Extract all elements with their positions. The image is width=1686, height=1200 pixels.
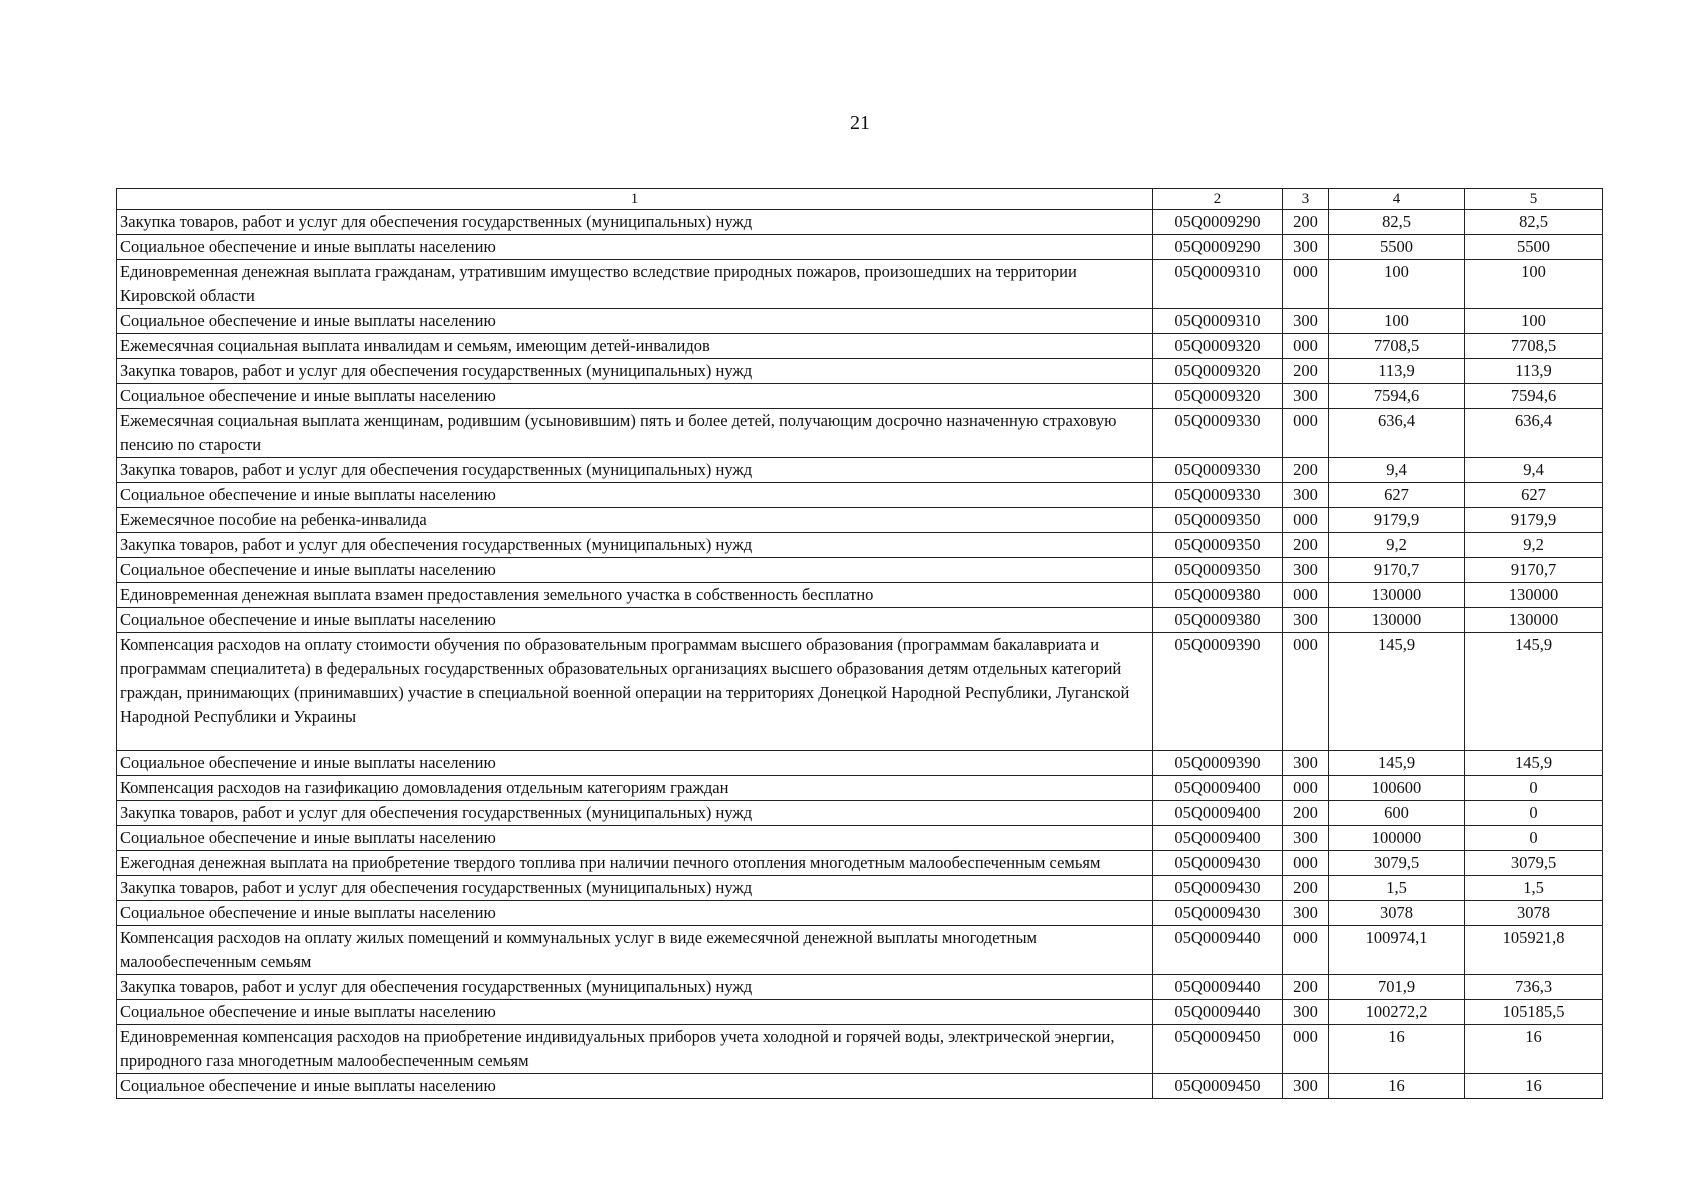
row-expense-type-cell: 000 [1283,334,1329,359]
row-expense-type-cell: 000 [1283,776,1329,801]
budget-table [116,188,1603,1099]
row-amount-col5-cell: 113,9 [1465,359,1603,384]
row-code-cell: 05Q0009390 [1153,751,1283,776]
row-amount-col5-cell: 636,4 [1465,409,1603,458]
row-expense-type-cell: 300 [1283,608,1329,633]
row-expense-type-cell: 000 [1283,851,1329,876]
row-expense-type-cell: 300 [1283,1000,1329,1025]
row-code-cell: 05Q0009320 [1153,359,1283,384]
row-code-cell: 05Q0009450 [1153,1025,1283,1074]
row-name-cell: Ежегодная денежная выплата на приобретение твердого топлива при наличии печного отопления многодетным малообеспеченным семьям [117,851,1153,876]
row-expense-type-cell: 000 [1283,1025,1329,1074]
row-amount-col5-cell: 0 [1465,776,1603,801]
table-row [117,210,1603,235]
row-code-cell: 05Q0009350 [1153,558,1283,583]
row-code-cell: 05Q0009320 [1153,384,1283,409]
row-amount-col5-cell: 7708,5 [1465,334,1603,359]
row-amount-col4-cell: 701,9 [1329,975,1465,1000]
table-row [117,926,1603,975]
row-code-cell: 05Q0009440 [1153,1000,1283,1025]
table-row [117,533,1603,558]
row-name-cell: Единовременная денежная выплата взамен предоставления земельного участка в собственность бесплатно [117,583,1153,608]
row-name-cell: Ежемесячная социальная выплата инвалидам и семьям, имеющим детей-инвалидов [117,334,1153,359]
row-amount-col5-cell: 100 [1465,260,1603,309]
row-code-cell: 05Q0009290 [1153,210,1283,235]
header-col-1: 1 [117,189,1153,210]
row-name-cell: Закупка товаров, работ и услуг для обеспечения государственных (муниципальных) нужд [117,975,1153,1000]
row-amount-col4-cell: 113,9 [1329,359,1465,384]
row-expense-type-cell: 200 [1283,458,1329,483]
row-amount-col5-cell: 105185,5 [1465,1000,1603,1025]
table-row [117,508,1603,533]
row-expense-type-cell: 300 [1283,309,1329,334]
row-expense-type-cell: 300 [1283,901,1329,926]
row-expense-type-cell: 300 [1283,558,1329,583]
row-amount-col5-cell: 7594,6 [1465,384,1603,409]
row-amount-col4-cell: 16 [1329,1074,1465,1099]
row-amount-col4-cell: 100974,1 [1329,926,1465,975]
row-code-cell: 05Q0009290 [1153,235,1283,260]
row-name-cell: Закупка товаров, работ и услуг для обеспечения государственных (муниципальных) нужд [117,533,1153,558]
table-row [117,801,1603,826]
row-code-cell: 05Q0009350 [1153,533,1283,558]
header-col-3: 3 [1283,189,1329,210]
row-amount-col5-cell: 145,9 [1465,633,1603,751]
row-amount-col4-cell: 9179,9 [1329,508,1465,533]
row-code-cell: 05Q0009310 [1153,309,1283,334]
row-code-cell: 05Q0009400 [1153,826,1283,851]
row-amount-col4-cell: 16 [1329,1025,1465,1074]
row-amount-col4-cell: 9,2 [1329,533,1465,558]
row-amount-col4-cell: 7594,6 [1329,384,1465,409]
row-amount-col4-cell: 5500 [1329,235,1465,260]
row-amount-col5-cell: 3079,5 [1465,851,1603,876]
row-name-cell: Социальное обеспечение и иные выплаты населению [117,483,1153,508]
row-name-cell: Социальное обеспечение и иные выплаты населению [117,608,1153,633]
row-amount-col4-cell: 1,5 [1329,876,1465,901]
row-amount-col4-cell: 3078 [1329,901,1465,926]
row-amount-col4-cell: 636,4 [1329,409,1465,458]
row-amount-col5-cell: 736,3 [1465,975,1603,1000]
row-expense-type-cell: 000 [1283,633,1329,751]
row-expense-type-cell: 300 [1283,384,1329,409]
row-name-cell: Социальное обеспечение и иные выплаты населению [117,901,1153,926]
row-amount-col4-cell: 600 [1329,801,1465,826]
row-name-cell: Социальное обеспечение и иные выплаты населению [117,751,1153,776]
row-amount-col4-cell: 100600 [1329,776,1465,801]
row-amount-col4-cell: 3079,5 [1329,851,1465,876]
table-row [117,633,1603,751]
column-number-header-row [117,189,1603,210]
row-name-cell: Компенсация расходов на оплату жилых помещений и коммунальных услуг в виде ежемесячной денежной выплаты многодетным малообеспеченным семьям [117,926,1153,975]
row-expense-type-cell: 000 [1283,260,1329,309]
row-code-cell: 05Q0009350 [1153,508,1283,533]
table-row [117,608,1603,633]
row-code-cell: 05Q0009320 [1153,334,1283,359]
row-amount-col5-cell: 627 [1465,483,1603,508]
row-amount-col5-cell: 82,5 [1465,210,1603,235]
row-amount-col4-cell: 130000 [1329,608,1465,633]
row-name-cell: Компенсация расходов на оплату стоимости обучения по образовательным программам высшего образования (программам бакалавриата и программам специалитета) в федеральных государственных образовательных организациях высшего образования детям отдельных категорий граждан, принимающих (принимавших) участие в специальной военной операции на территориях Донецкой Народной Республики, Луганской Народной Республики и Украины [117,633,1153,751]
table-row [117,483,1603,508]
row-name-cell: Социальное обеспечение и иные выплаты населению [117,826,1153,851]
row-expense-type-cell: 200 [1283,533,1329,558]
row-amount-col4-cell: 82,5 [1329,210,1465,235]
row-code-cell: 05Q0009310 [1153,260,1283,309]
row-code-cell: 05Q0009330 [1153,409,1283,458]
row-name-cell: Социальное обеспечение и иные выплаты населению [117,235,1153,260]
row-name-cell: Ежемесячное пособие на ребенка-инвалида [117,508,1153,533]
row-amount-col5-cell: 9179,9 [1465,508,1603,533]
row-expense-type-cell: 300 [1283,235,1329,260]
row-name-cell: Социальное обеспечение и иные выплаты населению [117,1000,1153,1025]
table-row [117,235,1603,260]
table-row [117,384,1603,409]
row-expense-type-cell: 200 [1283,210,1329,235]
row-amount-col4-cell: 145,9 [1329,633,1465,751]
row-name-cell: Социальное обеспечение и иные выплаты населению [117,309,1153,334]
row-amount-col4-cell: 100 [1329,260,1465,309]
row-name-cell: Ежемесячная социальная выплата женщинам, родившим (усыновившим) пять и более детей, получающим досрочно назначенную страховую пенсию по старости [117,409,1153,458]
row-expense-type-cell: 000 [1283,583,1329,608]
row-amount-col4-cell: 100000 [1329,826,1465,851]
row-name-cell: Закупка товаров, работ и услуг для обеспечения государственных (муниципальных) нужд [117,210,1153,235]
table-row [117,583,1603,608]
row-name-cell: Социальное обеспечение и иные выплаты населению [117,1074,1153,1099]
row-amount-col4-cell: 7708,5 [1329,334,1465,359]
row-name-cell: Социальное обеспечение и иные выплаты населению [117,558,1153,583]
row-name-cell: Закупка товаров, работ и услуг для обеспечения государственных (муниципальных) нужд [117,359,1153,384]
row-expense-type-cell: 000 [1283,926,1329,975]
row-code-cell: 05Q0009430 [1153,901,1283,926]
row-name-cell: Закупка товаров, работ и услуг для обеспечения государственных (муниципальных) нужд [117,801,1153,826]
table-row [117,751,1603,776]
row-amount-col4-cell: 100 [1329,309,1465,334]
row-name-cell: Единовременная компенсация расходов на приобретение индивидуальных приборов учета холодной и горячей воды, электрической энергии, природного газа многодетным малообеспеченным семьям [117,1025,1153,1074]
table-row [117,826,1603,851]
row-amount-col5-cell: 0 [1465,826,1603,851]
row-amount-col5-cell: 9170,7 [1465,558,1603,583]
table-row [117,309,1603,334]
row-expense-type-cell: 300 [1283,483,1329,508]
table-row [117,260,1603,309]
row-name-cell: Компенсация расходов на газификацию домовладения отдельным категориям граждан [117,776,1153,801]
row-expense-type-cell: 200 [1283,359,1329,384]
row-amount-col5-cell: 9,2 [1465,533,1603,558]
table-row [117,851,1603,876]
table-row [117,776,1603,801]
row-expense-type-cell: 200 [1283,876,1329,901]
row-amount-col5-cell: 16 [1465,1025,1603,1074]
row-code-cell: 05Q0009390 [1153,633,1283,751]
row-amount-col5-cell: 105921,8 [1465,926,1603,975]
row-code-cell: 05Q0009440 [1153,926,1283,975]
row-amount-col5-cell: 130000 [1465,583,1603,608]
row-amount-col5-cell: 130000 [1465,608,1603,633]
header-col-4: 4 [1329,189,1465,210]
table-row [117,409,1603,458]
row-code-cell: 05Q0009430 [1153,851,1283,876]
row-amount-col5-cell: 9,4 [1465,458,1603,483]
row-amount-col4-cell: 145,9 [1329,751,1465,776]
table-row [117,334,1603,359]
row-amount-col5-cell: 1,5 [1465,876,1603,901]
row-name-cell: Социальное обеспечение и иные выплаты населению [117,384,1153,409]
row-code-cell: 05Q0009380 [1153,583,1283,608]
table-row [117,975,1603,1000]
header-col-5: 5 [1465,189,1603,210]
row-amount-col4-cell: 100272,2 [1329,1000,1465,1025]
table-row [117,458,1603,483]
row-expense-type-cell: 000 [1283,409,1329,458]
row-amount-col5-cell: 3078 [1465,901,1603,926]
table-row [117,876,1603,901]
table-row [117,1025,1603,1074]
row-code-cell: 05Q0009330 [1153,483,1283,508]
row-amount-col4-cell: 130000 [1329,583,1465,608]
page-number: 21 [850,112,870,134]
row-expense-type-cell: 300 [1283,1074,1329,1099]
row-amount-col5-cell: 145,9 [1465,751,1603,776]
row-expense-type-cell: 300 [1283,751,1329,776]
row-expense-type-cell: 200 [1283,801,1329,826]
table-row [117,1074,1603,1099]
header-col-2: 2 [1153,189,1283,210]
row-amount-col5-cell: 0 [1465,801,1603,826]
row-amount-col4-cell: 9,4 [1329,458,1465,483]
row-expense-type-cell: 300 [1283,826,1329,851]
row-amount-col4-cell: 627 [1329,483,1465,508]
row-code-cell: 05Q0009440 [1153,975,1283,1000]
row-code-cell: 05Q0009450 [1153,1074,1283,1099]
row-code-cell: 05Q0009380 [1153,608,1283,633]
row-amount-col5-cell: 100 [1465,309,1603,334]
table-row [117,558,1603,583]
row-name-cell: Закупка товаров, работ и услуг для обеспечения государственных (муниципальных) нужд [117,458,1153,483]
row-name-cell: Закупка товаров, работ и услуг для обеспечения государственных (муниципальных) нужд [117,876,1153,901]
table-row [117,1000,1603,1025]
row-code-cell: 05Q0009400 [1153,801,1283,826]
table-row [117,901,1603,926]
row-expense-type-cell: 200 [1283,975,1329,1000]
table-row [117,359,1603,384]
row-amount-col5-cell: 5500 [1465,235,1603,260]
row-amount-col4-cell: 9170,7 [1329,558,1465,583]
row-code-cell: 05Q0009430 [1153,876,1283,901]
row-amount-col5-cell: 16 [1465,1074,1603,1099]
row-code-cell: 05Q0009330 [1153,458,1283,483]
row-name-cell: Единовременная денежная выплата гражданам, утратившим имущество вследствие природных пожаров, произошедших на территории Кировской области [117,260,1153,309]
row-code-cell: 05Q0009400 [1153,776,1283,801]
row-expense-type-cell: 000 [1283,508,1329,533]
